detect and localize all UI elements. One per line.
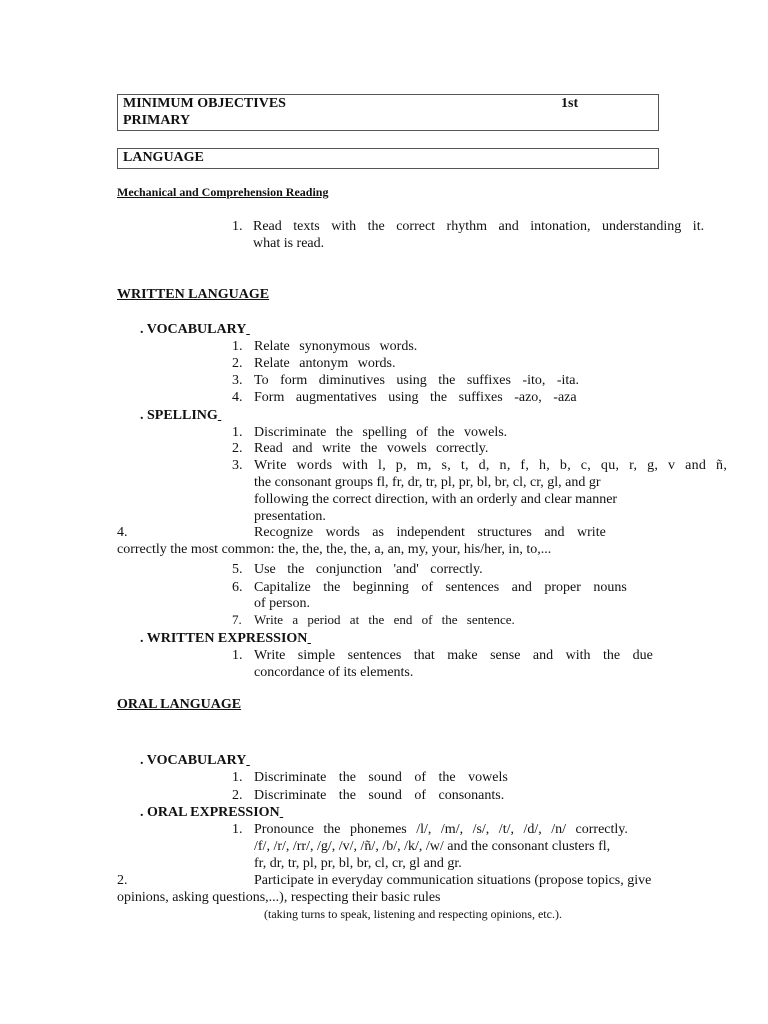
document-title: MINIMUM OBJECTIVES [123,96,286,111]
written-vocab-item-3: To form diminutives using the suffixes -ito, -ita. [254,373,580,388]
spelling-num-3: 3. [232,458,243,473]
written-vocabulary-heading: . VOCABULARY [140,322,247,337]
reading-heading: Mechanical and Comprehension Reading [117,185,329,199]
oral-expression-item-2-line3: (taking turns to speak, listening and respecting opinions, etc.). [264,907,562,921]
oral-expression-heading: . ORAL EXPRESSION [140,805,280,820]
spelling-num-1: 1. [232,425,243,440]
spelling-item-3-line3: following the correct direction, with an orderly and clear manner [254,492,618,507]
spelling-item-6-line2: of person. [254,596,310,611]
oral-expression-item-1-line1: Pronounce the phonemes /l/, /m/, /s/, /t/, /d/, /n/ correctly. [254,822,628,837]
written-vocab-item-1: Relate synonymous words. [254,339,418,354]
oral-expression-item-2-line2: opinions, asking questions,...), respecting their basic rules [117,890,441,905]
oral-vocab-item-1: Discriminate the sound of the vowels [254,770,508,785]
spelling-item-6-line1: Capitalize the beginning of sentences and proper nouns [254,580,627,595]
reading-item-line2: what is read. [253,236,325,251]
written-vocab-num-1: 1. [232,339,243,354]
written-vocab-num-4: 4. [232,390,243,405]
oral-vocabulary-heading: . VOCABULARY [140,753,247,768]
spelling-item-3-line4: presentation. [254,509,326,524]
subject-title: LANGUAGE [123,150,204,165]
oral-language-heading: ORAL LANGUAGE [117,697,242,712]
reading-item-number: 1. [232,219,243,234]
spelling-num-7: 7. [232,612,242,627]
written-expression-item-1-line1: Write simple sentences that make sense and with the due [254,648,653,663]
oral-vocab-num-1: 1. [232,770,243,785]
grade-label: 1st [561,96,579,111]
spelling-item-4-line2: correctly the most common: the, the, the, the, a, an, my, your, his/her, in, to,... [117,542,552,557]
oral-expression-item-1-line3: fr, dr, tr, pl, pr, bl, br, cl, cr, gl and gr. [254,856,462,871]
spelling-item-3-line2: the consonant groups fl, fr, dr, tr, pl, pr, bl, br, cl, cr, gl, and gr [254,475,601,490]
oral-expression-item-2-line1: Participate in everyday communication situations (propose topics, give [254,873,652,888]
oral-vocab-num-2: 2. [232,788,243,803]
written-vocab-num-3: 3. [232,373,243,388]
spelling-num-2: 2. [232,441,243,456]
spelling-num-4: 4. [117,525,128,540]
level-label: PRIMARY [123,113,191,128]
written-language-heading: WRITTEN LANGUAGE [117,287,270,302]
oral-vocab-item-2: Discriminate the sound of consonants. [254,788,505,803]
spelling-item-5: Use the conjunction 'and' correctly. [254,562,483,577]
written-expression-heading: . WRITTEN EXPRESSION [140,631,308,646]
spelling-heading: . SPELLING [140,408,218,423]
written-expression-item-1-line2: concordance of its elements. [254,665,414,680]
spelling-item-2: Read and write the vowels correctly. [254,441,489,456]
spelling-num-6: 6. [232,580,243,595]
written-vocab-num-2: 2. [232,356,243,371]
oral-expression-item-1-line2: /f/, /r/, /rr/, /g/, /v/, /ñ/, /b/, /k/, /w/ and the consonant clusters fl, [254,839,611,854]
spelling-item-3-line1: Write words with l, p, m, s, t, d, n, f, h, b, c, qu, r, g, v and ñ, [254,458,728,473]
written-expression-num-1: 1. [232,648,243,663]
spelling-num-5: 5. [232,562,243,577]
oral-expression-num-1: 1. [232,822,243,837]
oral-expression-num-2: 2. [117,873,128,888]
reading-item-text: Read texts with the correct rhythm and intonation, understanding it. [253,219,705,234]
spelling-item-1: Discriminate the spelling of the vowels. [254,425,508,440]
spelling-item-7: Write a period at the end of the sentence. [254,612,515,627]
spelling-item-4-line1: Recognize words as independent structures and write [254,525,606,540]
written-vocab-item-2: Relate antonym words. [254,356,396,371]
written-vocab-item-4: Form augmentatives using the suffixes -azo, -aza [254,390,577,405]
reading-item-line1 [253,219,705,235]
